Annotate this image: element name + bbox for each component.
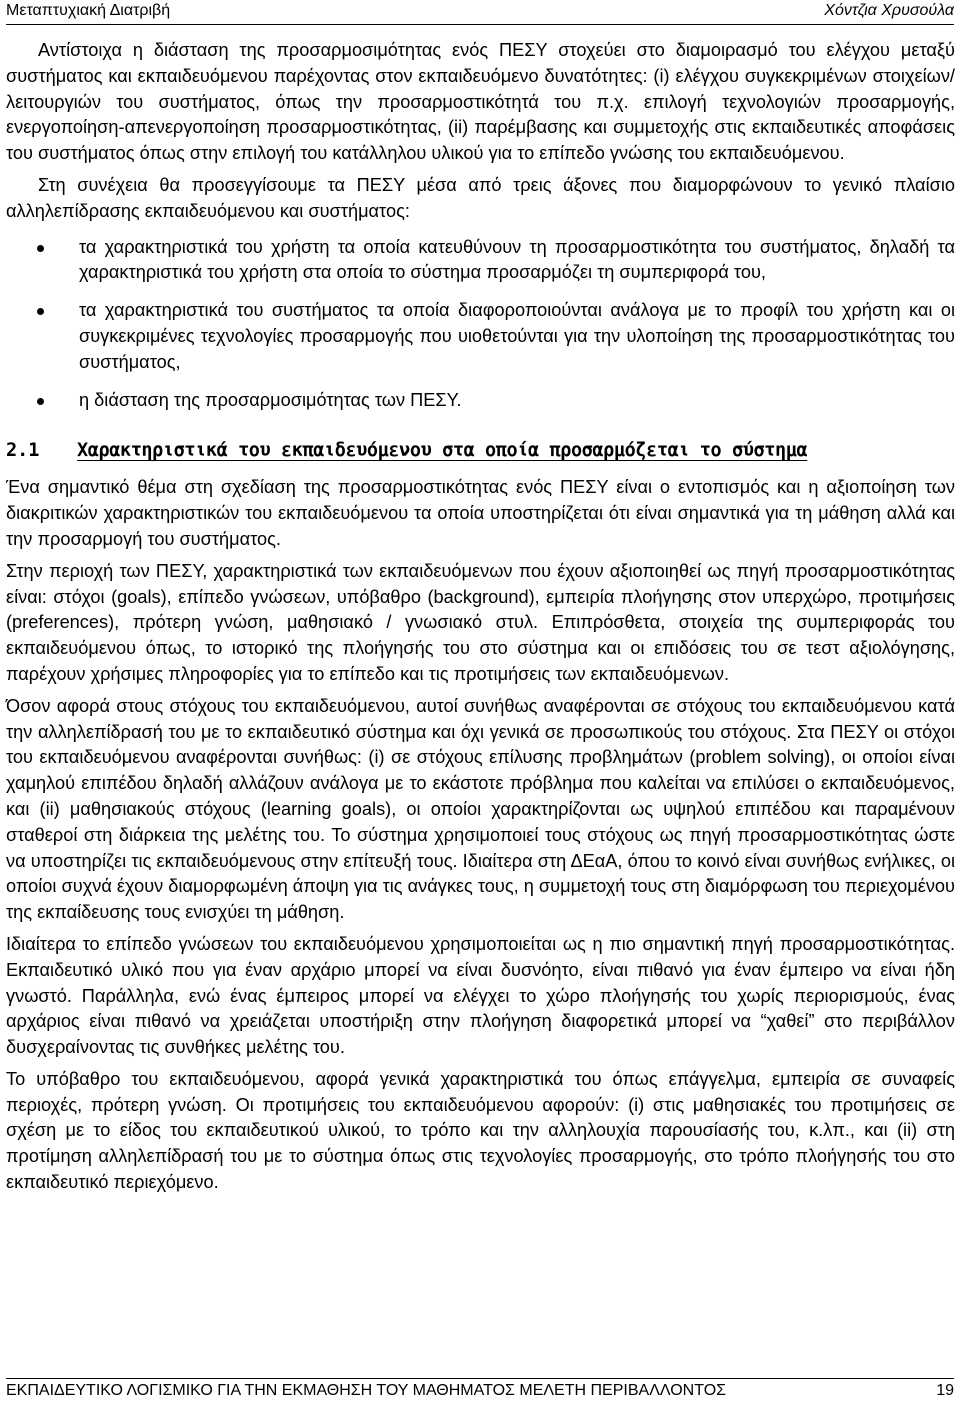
footer-title: ΕΚΠΑΙΔΕΥΤΙΚΟ ΛΟΓΙΣΜΙΚΟ ΓΙΑ ΤΗΝ ΕΚΜΑΘΗΣΗ ΤΟΥ ΜΑΘΗΜΑΤΟΣ ΜΕΛΕΤΗ ΠΕΡΙΒΑΛΛΟΝΤΟΣ <box>6 1382 727 1399</box>
page-header <box>6 0 954 25</box>
header-author: Χόντζια Χρυσούλα <box>824 2 954 19</box>
page-footer <box>6 1378 954 1401</box>
section-title: Χαρακτηριστικά του εκπαιδευόμενου στα οποία προσαρμόζεται το σύστημα <box>77 440 808 462</box>
intro-paragraph-2: Στη συνέχεια θα προσεγγίσουμε τα ΠΕΣΥ μέσα από τρεις άξονες που διαμορφώνουν το γενικό πλαίσιο αλληλεπίδρασης εκπαιδευόμενου και συστήματος: <box>6 174 955 221</box>
body-paragraph: Ένα σημαντικό θέμα στη σχεδίαση της προσαρμοστικότητας ενός ΠΕΣΥ είναι ο εντοπισμός και η αξιοποίηση των διακριτικών χαρακτηριστικών του εκπαιδευόμενου τα οποία υποστηρίζεται ότι είναι σημαντικά για τη μάθηση αλλά και την προσαρμογή του συστήματος. <box>6 477 955 549</box>
bullet-icon <box>37 398 44 405</box>
list-item-text: τα χαρακτηριστικά του χρήστη τα οποία κατευθύνουν τη προσαρμοστικότητα του συστήματος, δηλαδή τα χαρακτηριστικά του χρήστη στα οποία το σύστημα προσαρμόζει τη συμπεριφορά του, <box>79 236 955 283</box>
body-paragraph: Ιδιαίτερα το επίπεδο γνώσεων του εκπαιδευόμενου χρησιμοποιείται ως η πιο σημαντική πηγή προσαρμοστικότητας. Εκπαιδευτικό υλικό που για έναν αρχάριο μπορεί να είναι δυσνόητο, είναι πιθανό για έναν έμπειρο να είναι ήδη γνωστό. Παράλληλα, ενώ ένας έμπειρος μπορεί να ελέγχει το χώρο πλοήγησής του χωρίς περιορισμούς, ένας αρχάριος είναι πιθανό να χρειάζεται υποστήριξη στην πλοήγηση διαφορετικά μπορεί να “χαθεί” στο περιβάλλον δυσχεραίνοντας τις συνθήκες μελέτης του. <box>6 933 955 1058</box>
bullet-list <box>6 235 955 414</box>
bullet-icon <box>37 308 44 315</box>
list-item-text: τα χαρακτηριστικά του συστήματος τα οποία διαφοροποιούνται ανάλογα με το προφίλ του χρήστη και οι συγκεκριμένες τεχνολογίες προσαρμογής που υιοθετούνται για την υλοποίηση της προσαρμοστικότητας του συστήματος, <box>79 300 955 372</box>
page-number: 19 <box>936 1382 954 1399</box>
body-paragraph: Στην περιοχή των ΠΕΣΥ, χαρακτηριστικά των εκπαιδευόμενων που έχουν αξιοποιηθεί ως πηγή προσαρμοστικότητας είναι: στόχοι (goals), επίπεδο γνώσεων, υπόβαθρο (background), εμπειρία πλοήγησης στον υπερχώρο, προτιμήσεις (preferences), πρότερη γνώση, μαθησιακό / γνωσιακό στυλ. Επιπρόσθετα, στοιχεία της συμπεριφοράς του εκπαιδευόμενου όπως, το ιστορικό της πλοήγησής του στο σύστημα και οι επιδόσεις του σε τεστ αξιολόγησης, παρέχουν χρήσιμες πληροφορίες για το επίπεδο και τις προτιμήσεις των εκπαιδευόμενων. <box>6 560 955 684</box>
list-item <box>6 298 955 375</box>
list-item-text: η διάσταση της προσαρμοσιμότητας των ΠΕΣΥ. <box>79 389 462 410</box>
list-item <box>6 388 955 414</box>
body-paragraph: Το υπόβαθρο του εκπαιδευόμενου, αφορά γενικά χαρακτηριστικά του όπως επάγγελμα, εμπειρία σε συναφείς περιοχές, πρότερη γνώση. Οι προτιμήσεις του εκπαιδευόμενου αφορούν: (i) στις μαθησιακές του προτιμήσεις σε σχέση με το είδος του εκπαιδευτικού υλικού, το τρόπο και την αλληλουχία παρουσίασής του, κ.λπ., και (ii) στη προτίμηση αλληλεπίδρασή του με το σύστημα όπως στις τεχνολογίες προσαρμογής, στο τρόπο πλοήγησής του στο εκπαιδευτικό περιεχόμενο. <box>6 1068 955 1193</box>
section-heading <box>6 440 955 461</box>
section-number: 2.1 <box>6 440 40 462</box>
intro-paragraph-1: Αντίστοιχα η διάσταση της προσαρμοσιμότητας ενός ΠΕΣΥ στοχεύει στο διαμοιρασμό του ελέγχου μεταξύ συστήματος και εκπαιδευόμενου παρέχοντας στον εκπαιδευόμενο δυνατότητες: (i) ελέγχου συγκεκριμένων στοιχείων/λειτουργιών του συστήματος, όπως την προσαρμοστικότητά του π.χ. επιλογή τεχνολογιών προσαρμογής, ενεργοποίηση-απενεργοποίηση προσαρμοστικότητας, (ii) παρέμβασης και συμμετοχής στις εκπαιδευτικές αποφάσεις του συστήματος όπως στην επιλογή του κατάλληλου υλικού για το επίπεδο γνώσης του εκπαιδευόμενου. <box>6 40 955 164</box>
page-body <box>6 38 955 1196</box>
header-left-text: Μεταπτυχιακή Διατριβή <box>6 2 171 19</box>
bullet-icon <box>37 245 44 252</box>
body-paragraph: Όσον αφορά στους στόχους του εκπαιδευόμενου, αυτοί συνήθως αναφέρονται σε στόχους του εκπαιδευόμενου κατά την αλληλεπίδρασή του με το εκπαιδευτικό σύστημα και όχι γενικά σε προσωπικούς του στόχους. Στα ΠΕΣΥ οι στόχοι του εκπαιδευόμενου αναφέρονται συνήθως: (i) σε στόχους επίλυσης προβλημάτων (problem solving), οι οποίοι είναι χαμηλού επιπέδου δηλαδή αλλάζουν ανάλογα με το εκάστοτε πρόβλημα που καλείται να επιλύσει ο εκπαιδευόμενος, και (ii) μαθησιακούς στόχους (learning goals), οι οποίοι χαρακτηρίζονται ως υψηλού επιπέδου και παραμένουν σταθεροί στη διάρκεια της μελέτης του. Το σύστημα χρησιμοποιεί τους στόχους ως πηγή προσαρμοστικότητας ώστε να υποστηρίζει τις εκπαιδευόμενους στην επίτευξή τους. Ιδιαίτερα στη ΔΕαΑ, όπου το κοινό είναι συνήθως ενήλικες, οι οποίοι συχνά έχουν διαμορφωμένη άποψη για τις ανάγκες τους, η συμμετοχή τους στη διαμόρφωση του περιεχομένου της εκπαίδευσης τους ενισχύει τη μάθηση. <box>6 695 955 923</box>
list-item <box>6 235 955 287</box>
